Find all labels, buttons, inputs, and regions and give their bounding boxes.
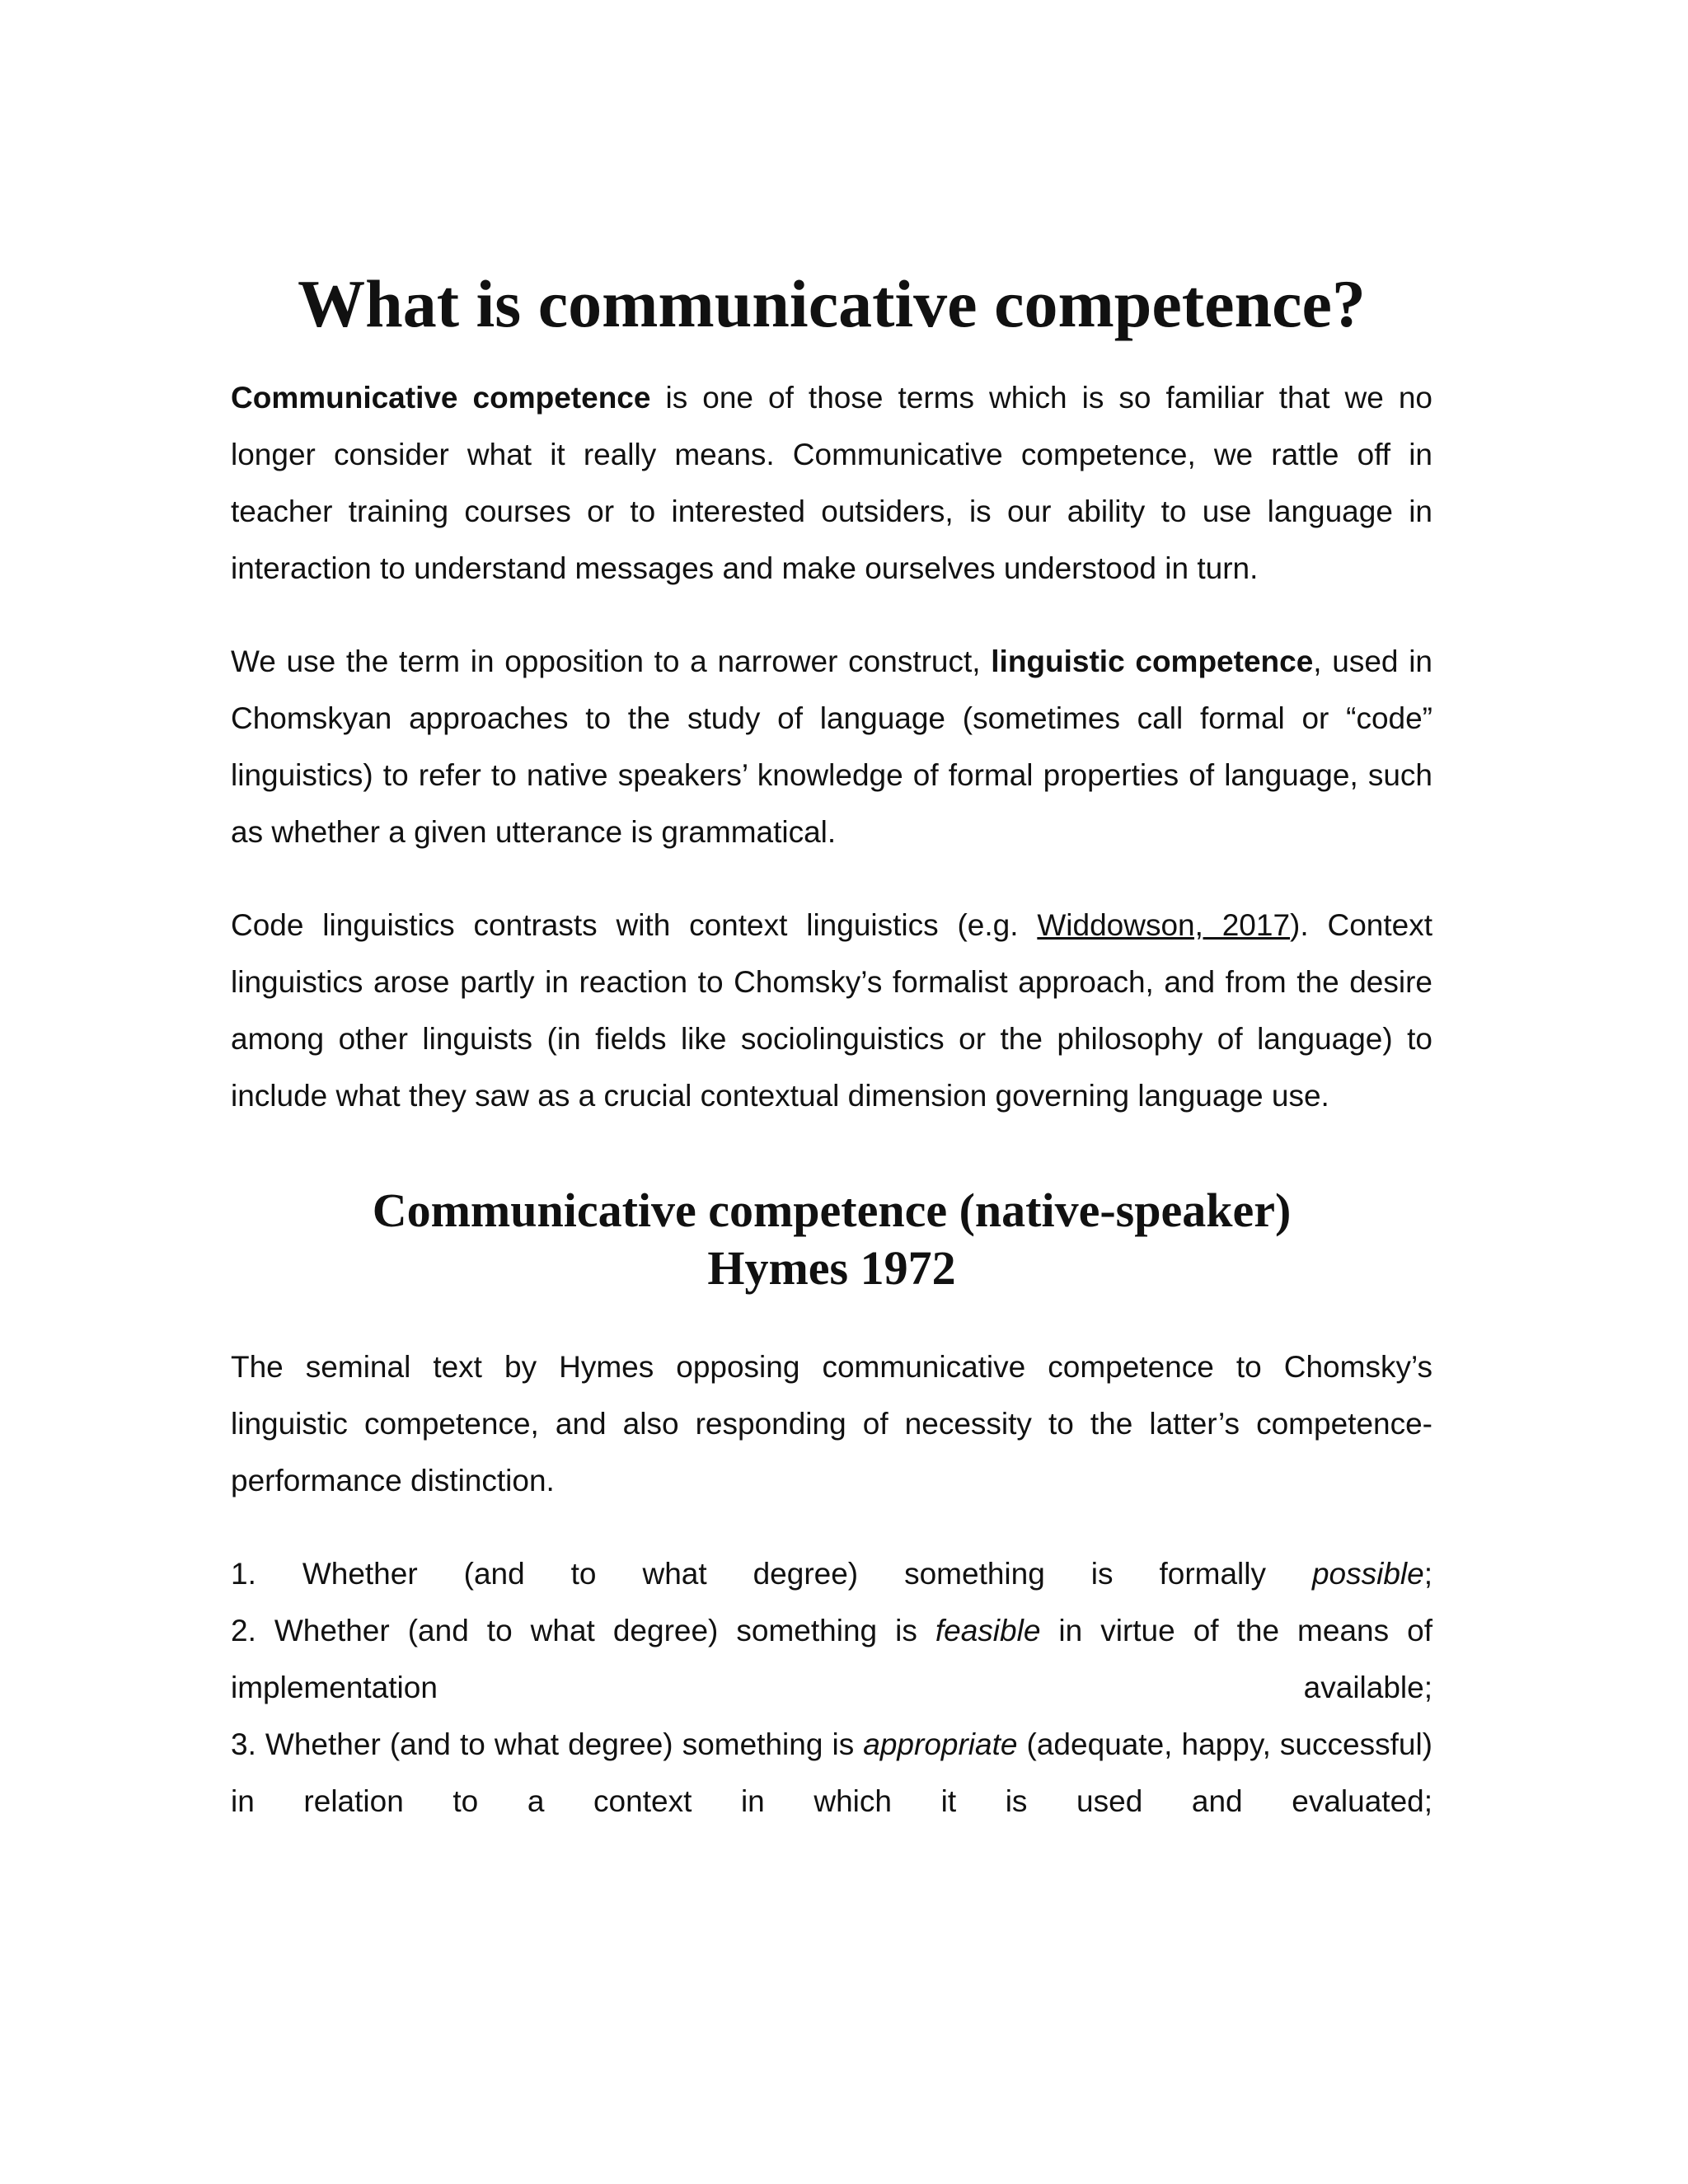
criterion-1 <box>231 1545 1432 1602</box>
paragraph-intro <box>231 369 1432 597</box>
criteria-list <box>231 1545 1432 1830</box>
criterion-2-text: 2. Whether (and to what degree) something is <box>231 1613 935 1647</box>
page-title: What is communicative competence? <box>298 266 1366 341</box>
criterion-3 <box>231 1716 1432 1830</box>
section-heading <box>231 1182 1432 1296</box>
criterion-1-emphasis: possible <box>1311 1556 1424 1591</box>
paragraph-2-after: , used in Chomskyan approaches to the study of language (sometimes call formal or “code” linguistics) to refer to native speakers’ knowledge of formal properties of language, such as whether a given utterance is grammatical. <box>231 644 1432 850</box>
criterion-3-end: (adequate, happy, successful) in relation to a context in which it is used and evaluated; <box>231 1727 1432 1818</box>
criterion-3-text: 3. Whether (and to what degree) something is <box>231 1727 864 1761</box>
criterion-1-end: ; <box>1423 1556 1432 1591</box>
paragraph-2-before: We use the term in opposition to a narrower construct, <box>231 644 992 679</box>
paragraph-intro-text: is one of those terms which is so familiar that we no longer consider what it really means. Communicative competence, we rattle off in teacher training courses or to interested outsiders, is our ability to use language in interaction to understand messages and make ourselves understood in turn. <box>231 381 1432 586</box>
criterion-2-end: in virtue of the means of implementation available; <box>231 1613 1432 1704</box>
criterion-1-text: 1. Whether (and to what degree) something is formally <box>231 1556 1312 1591</box>
paragraph-3-after: ). Context linguistics arose partly in reaction to Chomsky’s formalist approach, and from the desire among other linguists (in fields like sociolinguistics or the philosophy of language) to include what they saw as a crucial contextual dimension governing language use. <box>231 908 1432 1113</box>
citation-link-widdowson[interactable]: Widdowson, 2017 <box>1037 908 1291 943</box>
page-content <box>231 264 1432 1830</box>
term-linguistic-competence: linguistic competence <box>991 644 1314 679</box>
section-heading-line-2: Hymes 1972 <box>707 1240 956 1295</box>
section-heading-line-1: Communicative competence (native-speaker) <box>372 1183 1292 1238</box>
criterion-2 <box>231 1602 1432 1716</box>
paragraph-context-linguistics <box>231 897 1432 1124</box>
criterion-3-emphasis: appropriate <box>863 1727 1018 1761</box>
paragraph-linguistic-competence <box>231 633 1432 860</box>
term-communicative-competence: Communicative competence <box>231 381 651 415</box>
paragraph-3-before: Code linguistics contrasts with context linguistics (e.g. <box>231 908 1038 943</box>
criterion-2-emphasis: feasible <box>935 1613 1041 1647</box>
paragraph-hymes: The seminal text by Hymes opposing communicative competence to Chomsky’s linguistic competence, and also responding of necessity to the latter’s competence-performance distinction. <box>231 1349 1432 1497</box>
